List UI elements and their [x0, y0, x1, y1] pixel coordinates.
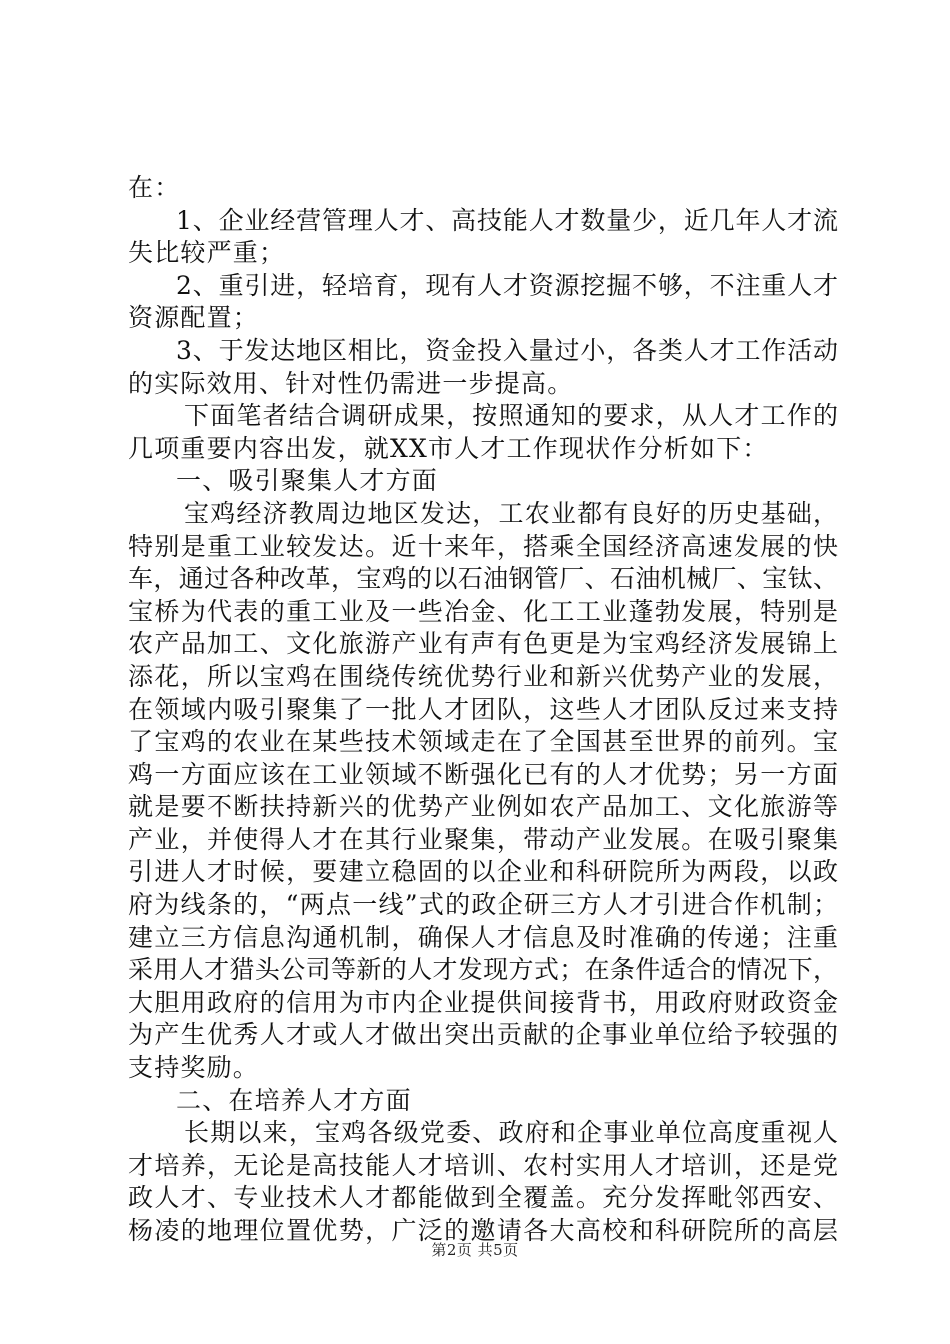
text-line: 的实际效用、针对性仍需进一步提高。 — [128, 368, 574, 398]
text-line: 一、吸引聚集人才方面 — [176, 466, 439, 496]
text-line: 2、重引进，轻培育，现有人才资源挖掘不够，不注重人才 — [176, 270, 838, 300]
text-line: 在： — [128, 173, 181, 202]
text-line: 车，通过各种改革，宝鸡的以石油钢管厂、石油机械厂、宝钛、 — [128, 564, 838, 594]
text-line: 采用人才猎头公司等新的人才发现方式；在条件适合的情况下， — [128, 955, 838, 985]
text-line: 添花，所以宝鸡在围绕传统优势行业和新兴优势产业的发展， — [128, 661, 838, 691]
text-line: 才培养，无论是高技能人才培训、农村实用人才培训，还是党 — [128, 1150, 838, 1180]
text-line: 大胆用政府的信用为市内企业提供间接背书，用政府财政资金 — [128, 987, 838, 1017]
text-line: 下面笔者结合调研成果，按照通知的要求，从人才工作的 — [184, 401, 838, 431]
text-line: 资源配置； — [128, 303, 260, 333]
text-line: 宝鸡经济教周边地区发达，工农业都有良好的历史基础， — [184, 498, 838, 528]
text-line: 3、于发达地区相比，资金投入量过小，各类人才工作活动 — [176, 335, 838, 365]
text-line: 几项重要内容出发，就XX市人才工作现状作分析如下： — [128, 433, 769, 463]
document-body — [128, 172, 838, 1248]
text-line: 为产生优秀人才或人才做出突出贡献的企事业单位给予较强的 — [128, 1020, 838, 1050]
text-line: 特别是重工业较发达。近十来年，搭乘全国经济高速发展的快 — [128, 531, 838, 561]
page-footer: 第2页 共5页 — [431, 1241, 519, 1259]
text-line: 1、企业经营管理人才、高技能人才数量少，近几年人才流 — [176, 205, 838, 235]
text-line: 政人才、专业技术人才都能做到全覆盖。充分发挥毗邻西安、 — [128, 1183, 838, 1213]
text-line: 产业，并使得人才在其行业聚集，带动产业发展。在吸引聚集 — [128, 824, 838, 854]
text-line: 农产品加工、文化旅游产业有声有色更是为宝鸡经济发展锦上 — [128, 629, 838, 659]
text-line: 府为线条的，“两点一线”式的政企研三方人才引进合作机制； — [128, 890, 838, 920]
text-line: 了宝鸡的农业在某些技术领域走在了全国甚至世界的前列。宝 — [128, 727, 838, 757]
text-line: 杨凌的地理位置优势，广泛的邀请各大高校和科研院所的高层 — [128, 1216, 838, 1245]
text-line: 支持奖励。 — [128, 1053, 260, 1083]
text-line: 长期以来，宝鸡各级党委、政府和企事业单位高度重视人 — [184, 1118, 838, 1148]
text-line: 二、在培养人才方面 — [176, 1085, 412, 1115]
text-line: 鸡一方面应该在工业领域不断强化已有的人才优势；另一方面 — [128, 759, 838, 789]
text-line: 建立三方信息沟通机制，确保人才信息及时准确的传递；注重 — [128, 922, 838, 952]
text-line: 就是要不断扶持新兴的优势产业例如农产品加工、文化旅游等 — [128, 792, 838, 822]
text-line: 宝桥为代表的重工业及一些冶金、化工工业蓬勃发展，特别是 — [128, 596, 838, 626]
text-line: 在领域内吸引聚集了一批人才团队，这些人才团队反过来支持 — [128, 694, 838, 724]
text-line: 失比较严重； — [128, 238, 286, 268]
text-line: 引进人才时候，要建立稳固的以企业和科研院所为两段，以政 — [128, 857, 838, 887]
